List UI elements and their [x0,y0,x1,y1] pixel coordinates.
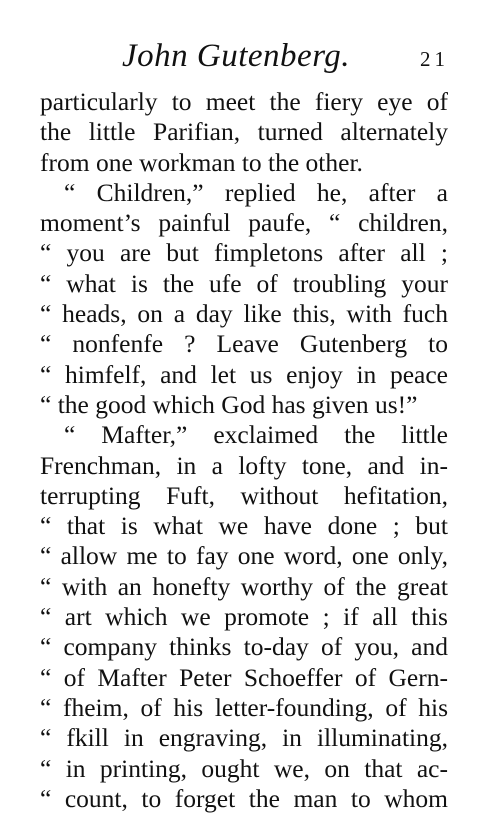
text-line: Frenchman, in a lofty tone, and in- [40,450,448,480]
text-line: “ with an honefty worthy of the great [40,571,448,601]
running-title: John Gutenberg. [122,38,351,74]
text-line: “ count, to forget the man to whom [40,783,448,813]
text-line: “ Mafter,” exclaimed the little [64,420,448,450]
text-line: “ fheim, of his letter-founding, of his [40,692,448,722]
text-line: from one workman to the other. [40,147,363,177]
text-line: “ art which we promote ; if all this [40,602,448,632]
text-line: “ what is the ufe of troubling your [40,268,448,298]
running-head [38,36,449,76]
text-line: “ that is what we have done ; but [40,511,448,541]
text-line: moment’s painful paufe, “ children, [40,208,448,238]
text-line: “ nonfenfe ? Leave Gutenberg to [40,329,448,359]
text-line: “ allow me to fay one word, one only, [40,541,448,571]
text-line: “ in printing, ought we, on that ac- [40,753,448,783]
text-line: the little Parifian, turned alternately [40,117,448,147]
body-text [40,87,448,814]
text-line: “ you are but fimpletons after all ; [40,238,448,268]
text-line: “ of Mafter Peter Schoeffer of Gern- [40,662,448,692]
text-line: “ fkill in engraving, in illuminating, [40,723,448,753]
text-line: “ Children,” replied he, after a [64,177,448,207]
text-line: “ company thinks to-day of you, and [40,632,448,662]
text-line: “ heads, on a day like this, with fuch [40,299,448,329]
text-line: particularly to meet the fiery eye of [40,87,448,116]
text-line: “ the good which God has given us!” [40,389,418,419]
text-line: terrupting Fuft, without hefitation, [40,480,448,510]
page-number: 21 [420,47,449,71]
text-line: “ himfelf, and let us enjoy in peace [40,359,448,389]
